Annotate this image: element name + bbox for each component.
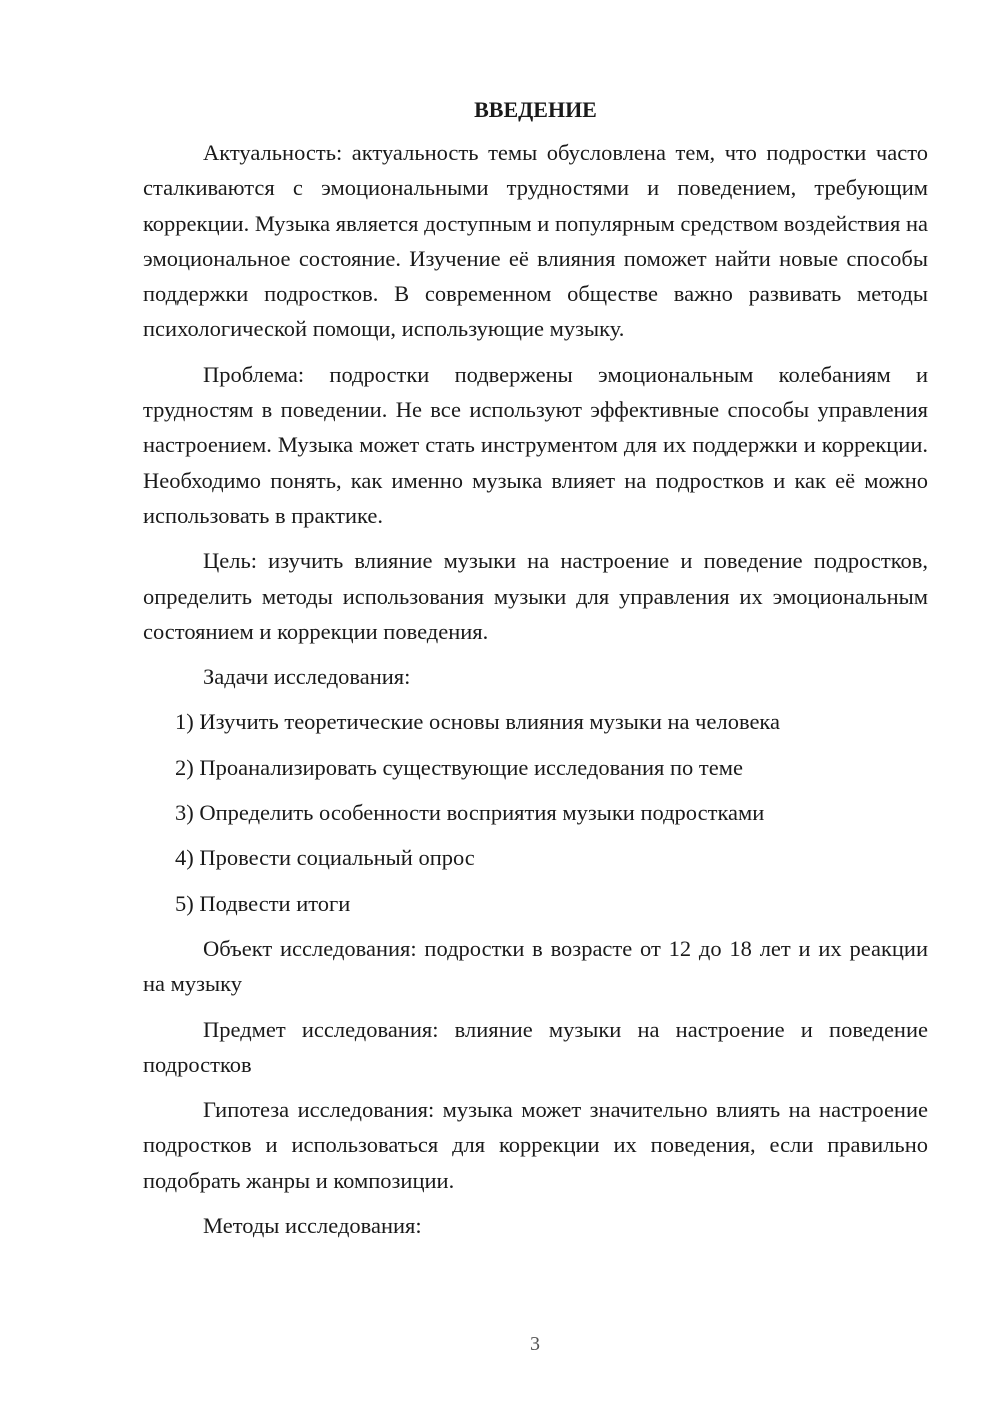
- goal-paragraph: Цель: изучить влияние музыки на настроение и поведение подростков, определить методы использования музыки для управления их эмоциональным состоянием и коррекции поведения.: [143, 548, 928, 644]
- list-item: 4) Провести социальный опрос: [175, 845, 475, 871]
- list-item: 2) Проанализировать существующие исследования по теме: [175, 754, 743, 780]
- list-item: 5) Подвести итоги: [175, 890, 351, 916]
- object-paragraph: Объект исследования: подростки в возрасте от 12 до 18 лет и их реакции на музыку: [143, 935, 928, 997]
- tasks-list: [143, 704, 928, 920]
- subject-paragraph: Предмет исследования: влияние музыки на настроение и поведение подростков: [143, 1016, 928, 1077]
- list-item: 1) Изучить теоретические основы влияния музыки на человека: [175, 709, 781, 735]
- relevance-paragraph: Актуальность: актуальность темы обусловлена тем, что подростки часто сталкиваются с эмоциональными трудностями и поведением, требующим коррекции. Музыка является доступным и популярным средством воздействия на эмоциональное состояние. Изучение её влияния поможет найти новые способы поддержки подростков. В современном обществе важно развивать методы психологической помощи, использующие музыку.: [143, 140, 928, 342]
- problem-paragraph: Проблема: подростки подвержены эмоциональным колебаниям и трудностям в поведении. Не все используют эффективные способы управления настроением. Музыка может стать инструментом для их поддержки и коррекции. Необходимо понять, как именно музыка влияет на подростков и как её можно использовать в практике.: [143, 361, 928, 528]
- methods-heading: Методы исследования:: [203, 1213, 422, 1239]
- page-content: [143, 95, 928, 1253]
- tasks-heading: Задачи исследования:: [203, 664, 411, 690]
- page-number: 3: [530, 1333, 540, 1355]
- section-title: ВВЕДЕНИЕ: [474, 97, 597, 122]
- list-item: 3) Определить особенности восприятия музыки подростками: [175, 800, 765, 826]
- hypothesis-paragraph: Гипотеза исследования: музыка может значительно влиять на настроение подростков и использоваться для коррекции их поведения, если правильно подобрать жанры и композиции.: [143, 1097, 928, 1193]
